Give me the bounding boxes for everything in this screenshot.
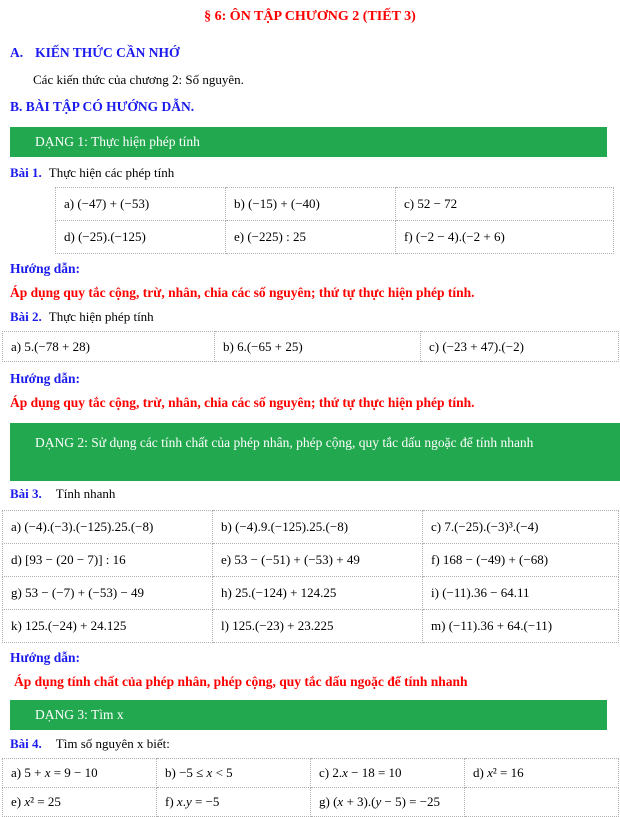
table-cell: k) 125.(−24) + 24.125 [3,610,213,643]
table-row [56,188,614,221]
exercise-4-table [2,758,619,817]
guide-label: Hướng dẫn: [10,261,80,276]
section-a-title: KIẾN THỨC CẦN NHỚ [35,45,180,60]
table-cell: g) (x + 3).(y − 5) = −25 [311,788,465,817]
exercise-3-label: Bài 3. [10,486,42,501]
exercise-2-table [2,331,619,362]
table-cell: g) 53 − (−7) + (−53) − 49 [3,577,213,610]
section-b-heading: B. BÀI TẬP CÓ HƯỚNG DẪN. [10,99,195,114]
table-cell: c) (−23 + 47).(−2) [421,332,619,362]
guide-label: Hướng dẫn: [10,371,80,386]
exercise-3-prompt: Tính nhanh [55,486,116,501]
table-row [3,511,619,544]
exercise-1-label: Bài 1. [10,165,42,180]
table-row [56,221,614,254]
banner-dang3: DẠNG 3: Tìm x [10,700,607,730]
exercise-1-prompt: Thực hiện các phép tính [48,165,175,180]
exercise-4-prompt: Tìm số nguyên x biết: [55,736,170,751]
table-cell: d) x² = 16 [465,759,619,788]
table-cell: l) 125.(−23) + 23.225 [213,610,423,643]
table-cell: e) (−225) : 25 [226,221,396,254]
section-a-heading [10,45,620,61]
exercise-2-prompt: Thực hiện phép tính [48,309,154,324]
table-cell: m) (−11).36 + 64.(−11) [423,610,619,643]
guide-note: Áp dụng tính chất của phép nhân, phép cộng, quy tắc dấu ngoặc để tính nhanh [14,674,468,689]
table-cell: a) 5 + x = 9 − 10 [3,759,157,788]
exercise-1-table [55,187,614,254]
table-cell: h) 25.(−124) + 124.25 [213,577,423,610]
table-cell: d) [93 − (20 − 7)] : 16 [3,544,213,577]
exercise-3-table [2,510,619,643]
banner-dang2: DẠNG 2: Sử dụng các tính chất của phép nhân, phép cộng, quy tắc dấu ngoặc để tính nhanh [10,423,620,481]
table-cell: b) (−15) + (−40) [226,188,396,221]
table-cell: b) 6.(−65 + 25) [215,332,421,362]
table-cell: f) 168 − (−49) + (−68) [423,544,619,577]
exercise-4-line [10,736,620,752]
table-row [3,788,619,817]
exercise-2-line [10,309,620,325]
section-a-label: A. [10,45,24,60]
table-cell: i) (−11).36 − 64.11 [423,577,619,610]
table-row [3,577,619,610]
table-row [3,610,619,643]
table-cell: a) (−47) + (−53) [56,188,226,221]
guide-note: Áp dụng quy tắc cộng, trừ, nhân, chia các số nguyên; thứ tự thực hiện phép tính. [10,395,475,410]
banner-dang1: DẠNG 1: Thực hiện phép tính [10,127,607,157]
table-row [3,332,619,362]
table-cell: c) 7.(−25).(−3)³.(−4) [423,511,619,544]
exercise-2-label: Bài 2. [10,309,42,324]
exercise-1-line [10,165,620,181]
table-cell: d) (−25).(−125) [56,221,226,254]
guide-label: Hướng dẫn: [10,650,80,665]
table-cell: e) 53 − (−51) + (−53) + 49 [213,544,423,577]
page-title: § 6: ÔN TẬP CHƯƠNG 2 (TIẾT 3) [204,9,416,24]
table-row [3,759,619,788]
table-cell: b) (−4).9.(−125).25.(−8) [213,511,423,544]
table-row [3,544,619,577]
table-cell: c) 2.x − 18 = 10 [311,759,465,788]
table-cell: f) (−2 − 4).(−2 + 6) [396,221,614,254]
table-cell: a) (−4).(−3).(−125).25.(−8) [3,511,213,544]
table-cell: b) −5 ≤ x < 5 [157,759,311,788]
section-a-body: Các kiến thức của chương 2: Số nguyên. [33,72,244,87]
table-cell: f) x.y = −5 [157,788,311,817]
table-cell: c) 52 − 72 [396,188,614,221]
table-cell [465,788,619,817]
exercise-4-label: Bài 4. [10,736,42,751]
exercise-3-line [10,486,620,502]
table-cell: e) x² = 25 [3,788,157,817]
table-cell: a) 5.(−78 + 28) [3,332,215,362]
guide-note: Áp dụng quy tắc cộng, trừ, nhân, chia các số nguyên; thứ tự thực hiện phép tính. [10,285,475,300]
